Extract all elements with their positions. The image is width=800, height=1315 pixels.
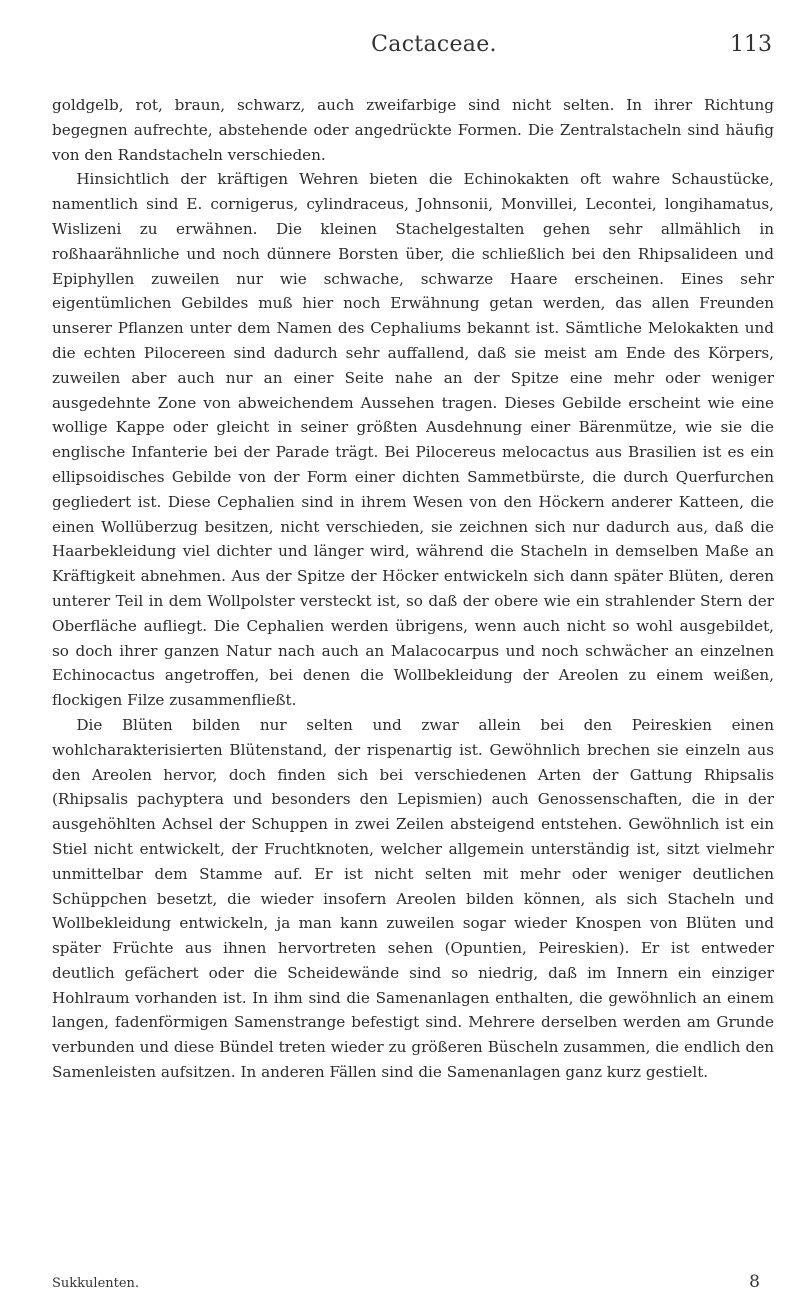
paragraph: Hinsichtlich der kräftigen Wehren bieten die Echinokakten oft wahre Schaustücke, namentlich sind E. cornigerus, cylindraceus, Johnsonii, Monvillei, Lecontei, longihamatus, Wislizeni zu erwähnen. Die kleinen Stachelgestalten gehen sehr allmählich in roßhaarähnliche und noch dünnere Borsten über, die schließlich bei den Rhipsalideen und Epiphyllen zuweilen nur wie schwache, schwarze Haare erscheinen. Eines sehr eigentümlichen Gebildes muß hier noch Erwähnung getan werden, das allen Freunden unserer Pflanzen unter dem Namen des Cephaliums bekannt ist. Sämtliche Melokakten und die echten Pilocereen sind dadurch sehr auffallend, daß sie meist am Ende des Körpers, zuweilen aber auch nur an einer Seite nahe an der Spitze eine mehr oder weniger ausgedehnte Zone von abweichendem Aussehen tragen. Dieses Gebilde erscheint wie eine wollige Kappe oder gleicht in seiner größten Ausdehnung einer Bärenmütze, wie sie die englische Infanterie bei der Parade trägt. Bei Pilocereus melocactus aus Brasilien ist es ein ellipsoidisches Gebilde von der Form einer dichten Sammetbürste, die durch Querfurchen gegliedert ist. Diese Cephalien sind in ihrem Wesen von den Höckern anderer Katteen, die einen Wollüberzug besitzen, nicht verschieden, sie zeichnen sich nur dadurch aus, daß die Haarbekleidung viel dichter und länger wird, während die Stacheln in demselben Maße an Kräftigkeit abnehmen. Aus der Spitze der Höcker entwickeln sich dann später Blüten, deren unterer Teil in dem Wollpolster versteckt ist, so daß der obere wie ein strahlender Stern der Oberfläche aufliegt. Die Cephalien werden übrigens, wenn auch nicht so wohl ausgebildet, so doch ihrer ganzen Natur nach auch an Malacocarpus und noch schwächer an einzelnen Echinocactus angetroffen, bei denen die Wollbekleidung der Areolen zu einem weißen, flockigen Filze zusammenfließt.	[52, 170, 774, 710]
page-footer	[52, 1272, 774, 1298]
paragraph: Die Blüten bilden nur selten und zwar allein bei den Peireskien einen wohlcharakterisierten Blütenstand, der rispenartig ist. Gewöhnlich brechen sie einzeln aus den Areolen hervor, doch finden sich bei verschiedenen Arten der Gattung Rhipsalis (Rhipsalis pachyptera und besonders den Lepismien) auch Genossenschaften, die in der ausgehöhlten Achsel der Schuppen in zwei Zeilen absteigend entstehen. Gewöhnlich ist ein Stiel nicht entwickelt, der Fruchtknoten, welcher allgemein unterständig ist, sitzt vielmehr unmittelbar dem Stamme auf. Er ist nicht selten mit mehr oder weniger deutlichen Schüppchen besetzt, die wieder insofern Areolen bilden können, als sich Stacheln und Wollbekleidung entwickeln, ja man kann zuweilen sogar wieder Knospen von Blüten und später Früchte aus ihnen hervortreten sehen (Opuntien, Peireskien). Er ist entweder deutlich gefächert oder die Scheidewände sind so niedrig, daß im Innern ein einziger Hohlraum vorhanden ist. In ihm sind die Samenanlagen enthalten, die gewöhnlich an einem langen, fadenförmigen Samenstrange befestigt sind. Mehrere derselben werden am Grunde verbunden und diese Bündel treten wieder zu größeren Büscheln zusammen, die endlich den Samenleisten aufsitzen. In anderen Fällen sind die Samenanlagen ganz kurz gestielt.	[52, 715, 774, 1082]
body-text	[52, 93, 774, 1085]
page-number: 113	[730, 32, 772, 57]
sheet-number: 8	[749, 1272, 760, 1292]
page-title: Cactaceae.	[371, 32, 497, 57]
signature-mark: Sukkulenten.	[52, 1276, 140, 1291]
paragraph: goldgelb, rot, braun, schwarz, auch zweifarbige sind nicht selten. In ihrer Richtung begegnen aufrechte, abstehende oder angedrückte Formen. Die Zentralstacheln sind häufig von den Randstacheln verschieden.	[52, 96, 774, 164]
running-head	[96, 28, 772, 68]
